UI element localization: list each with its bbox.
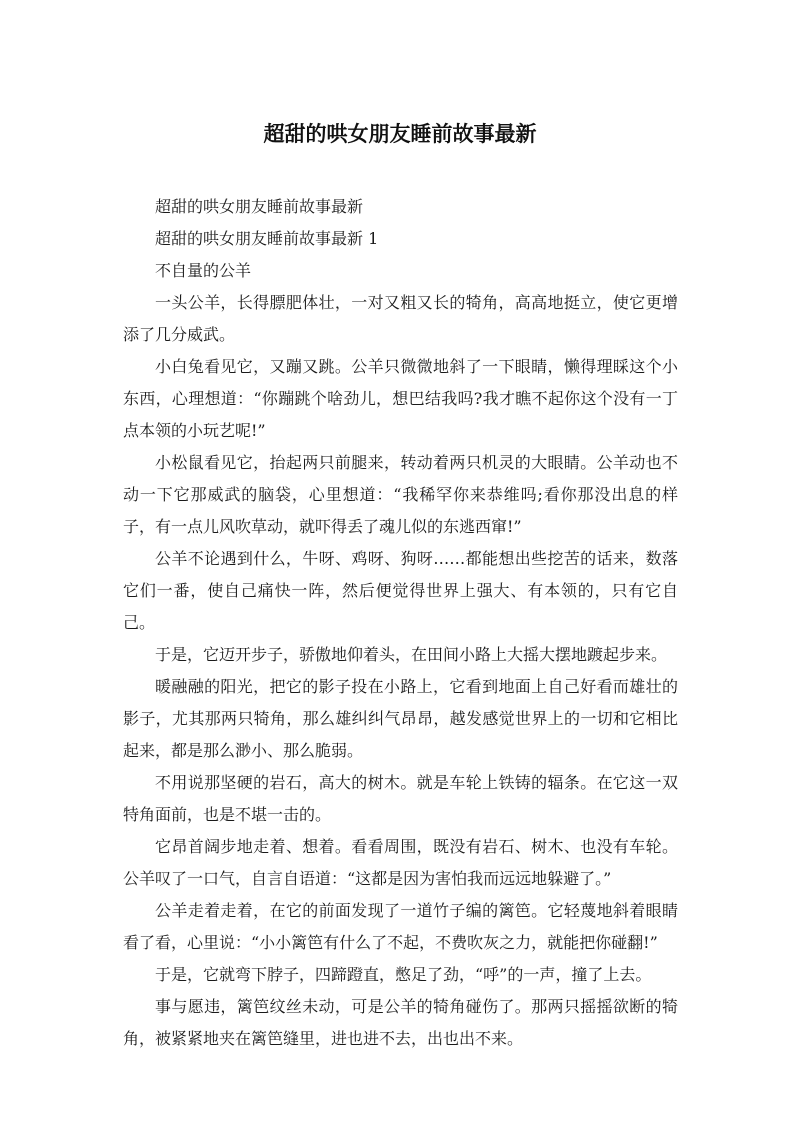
paragraph: 超甜的哄女朋友睡前故事最新 1 xyxy=(155,229,379,248)
paragraph: 公羊走着走着，在它的前面发现了一道竹子编的篱笆。它轻蔑地斜着眼睛看了看，心里说：“小小篱笆有什么了不起，不费吹灰之力，就能把你碰翻!” xyxy=(123,901,678,952)
paragraph: 暖融融的阳光，把它的影子投在小路上，它看到地面上自己好看而雄壮的影子，尤其那两只犄角，那么雄纠纠气昂昂，越发感觉世界上的一切和它相比起来，都是那么渺小、那么脆弱。 xyxy=(123,677,678,760)
document-title: 超甜的哄女朋友睡前故事最新 xyxy=(263,122,537,146)
paragraph: 不自量的公羊 xyxy=(155,261,252,280)
paragraph: 不用说那坚硬的岩石，高大的树木。就是车轮上铁铸的辐条。在它这一双特角面前，也是不堪一击的。 xyxy=(123,773,678,824)
paragraph: 小白兔看见它，又蹦又跳。公羊只微微地斜了一下眼睛，懒得理睬这个小东西，心理想道：“你蹦跳个啥劲儿，想巴结我吗?我才瞧不起你这个没有一丁点本领的小玩艺呢!” xyxy=(123,357,678,440)
paragraph: 于是，它就弯下脖子，四蹄蹬直，憋足了劲，“呼”的一声，撞了上去。 xyxy=(155,965,652,984)
paragraph: 一头公羊，长得膘肥体壮，一对又粗又长的犄角，高高地挺立，使它更增添了几分威武。 xyxy=(123,293,678,344)
paragraph: 小松鼠看见它，抬起两只前腿来，转动着两只机灵的大眼睛。公羊动也不动一下它那威武的脑袋，心里想道：“我稀罕你来恭维吗;看你那没出息的样子，有一点儿风吹草动，就吓得丢了魂儿似的东逃西窜!” xyxy=(123,453,678,536)
paragraph: 于是，它迈开步子，骄傲地仰着头，在田间小路上大摇大摆地踱起步来。 xyxy=(155,645,668,664)
paragraph: 公羊不论遇到什么，牛呀、鸡呀、狗呀……都能想出些挖苦的话来，数落它们一番，使自己痛快一阵，然后便觉得世界上强大、有本领的，只有它自己。 xyxy=(123,549,678,632)
paragraph: 超甜的哄女朋友睡前故事最新 xyxy=(155,197,364,216)
paragraph: 它昂首阔步地走着、想着。看看周围，既没有岩石、树木、也没有车轮。公羊叹了一口气，自言自语道：“这都是因为害怕我而远远地躲避了。” xyxy=(123,837,678,888)
document-body xyxy=(123,191,678,1055)
paragraph: 事与愿违，篱笆纹丝未动，可是公羊的犄角碰伤了。那两只摇摇欲断的犄角，被紧紧地夹在篱笆缝里，进也进不去，出也出不来。 xyxy=(123,997,678,1048)
